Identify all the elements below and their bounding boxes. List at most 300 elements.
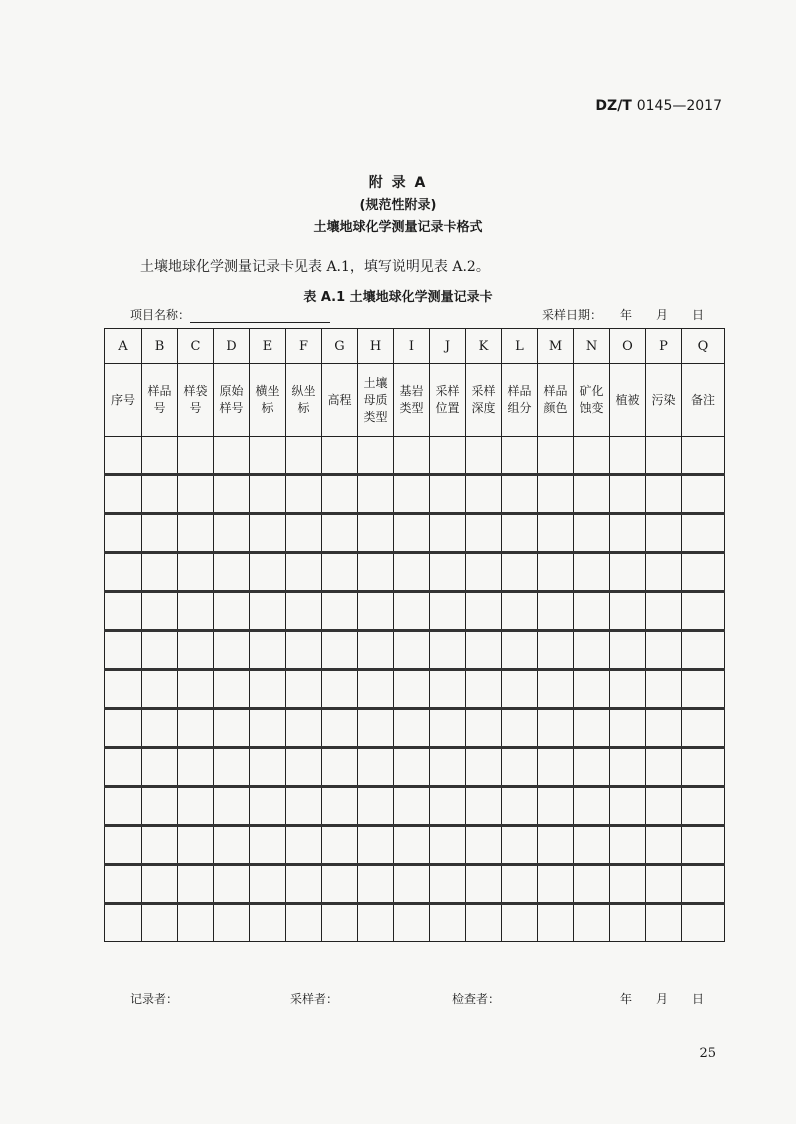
column-name-line: 高程	[327, 392, 352, 407]
blank-cell	[322, 514, 358, 553]
blank-cell	[574, 592, 610, 631]
column-name-a	[105, 364, 142, 437]
blank-cell	[682, 748, 725, 787]
blank-cell	[250, 709, 286, 748]
blank-cell	[105, 437, 142, 475]
appendix-subtitle: (规范性附录)	[359, 198, 437, 213]
column-name-line: 类型	[363, 409, 388, 424]
blank-cell	[502, 631, 538, 670]
blank-cell	[574, 553, 610, 592]
blank-cell	[610, 553, 646, 592]
column-letter-f: F	[286, 329, 322, 364]
blank-cell	[646, 553, 682, 592]
column-name-line: 样品	[147, 384, 172, 398]
blank-cell	[610, 592, 646, 631]
column-name-line: 基岩	[399, 384, 424, 398]
blank-cell	[430, 904, 466, 942]
table-row	[105, 865, 725, 904]
blank-cell	[538, 826, 574, 865]
blank-cell	[105, 709, 142, 748]
column-letter-c: C	[178, 329, 214, 364]
table-row	[105, 826, 725, 865]
blank-cell	[430, 514, 466, 553]
blank-cell	[286, 592, 322, 631]
blank-cell	[142, 631, 178, 670]
blank-cell	[105, 592, 142, 631]
blank-cell	[394, 826, 430, 865]
column-name-p	[646, 364, 682, 437]
blank-cell	[682, 553, 725, 592]
blank-cell	[430, 865, 466, 904]
column-name-row	[105, 364, 725, 437]
column-name-line: 序号	[110, 392, 135, 407]
blank-cell	[682, 826, 725, 865]
blank-cell	[142, 514, 178, 553]
blank-cell	[178, 553, 214, 592]
blank-cell	[574, 670, 610, 709]
blank-cell	[322, 592, 358, 631]
blank-cell	[322, 787, 358, 826]
column-name-line: 备注	[690, 392, 715, 407]
blank-cell	[502, 514, 538, 553]
blank-cell	[250, 904, 286, 942]
column-name-line: 蚀变	[579, 401, 604, 415]
sampling-date-label: 采样日期：	[542, 308, 603, 322]
blank-cell	[430, 826, 466, 865]
blank-cell	[142, 709, 178, 748]
column-letter-n: N	[574, 329, 610, 364]
blank-cell	[250, 631, 286, 670]
blank-cell	[430, 475, 466, 514]
blank-cell	[574, 709, 610, 748]
blank-cell	[610, 865, 646, 904]
blank-cell	[358, 631, 394, 670]
column-name-line: 样袋	[183, 384, 208, 398]
column-letter-h: H	[358, 329, 394, 364]
blank-cell	[646, 904, 682, 942]
appendix-title: 附 录 A	[368, 175, 428, 191]
page-number: 25	[699, 1046, 716, 1061]
doc-id-prefix: DZ/T	[595, 98, 632, 114]
blank-cell	[538, 748, 574, 787]
blank-cell	[682, 592, 725, 631]
blank-cell	[610, 631, 646, 670]
blank-cell	[646, 592, 682, 631]
blank-cell	[178, 592, 214, 631]
blank-cell	[682, 670, 725, 709]
blank-cell	[286, 709, 322, 748]
column-letter-o: O	[610, 329, 646, 364]
blank-cell	[358, 553, 394, 592]
blank-cell	[610, 437, 646, 475]
blank-cell	[322, 865, 358, 904]
blank-cell	[502, 670, 538, 709]
column-name-line: 采样	[471, 384, 496, 398]
date-day: 日	[692, 308, 705, 322]
blank-cell	[322, 553, 358, 592]
table-row	[105, 631, 725, 670]
blank-cell	[286, 631, 322, 670]
blank-cell	[358, 670, 394, 709]
column-letter-g: G	[322, 329, 358, 364]
blank-cell	[214, 670, 250, 709]
blank-cell	[466, 865, 502, 904]
blank-cell	[574, 514, 610, 553]
table-row	[105, 514, 725, 553]
blank-cell	[250, 787, 286, 826]
blank-cell	[646, 709, 682, 748]
blank-cell	[682, 787, 725, 826]
blank-cell	[105, 826, 142, 865]
blank-cell	[430, 670, 466, 709]
blank-cell	[105, 865, 142, 904]
blank-cell	[682, 709, 725, 748]
blank-cell	[574, 437, 610, 475]
blank-cell	[250, 514, 286, 553]
blank-cell	[466, 826, 502, 865]
blank-cell	[286, 787, 322, 826]
column-name-o	[610, 364, 646, 437]
column-letter-k: K	[466, 329, 502, 364]
blank-cell	[466, 787, 502, 826]
blank-cell	[142, 826, 178, 865]
blank-cell	[502, 437, 538, 475]
column-letter-row	[105, 329, 725, 364]
blank-cell	[502, 904, 538, 942]
column-name-line: 位置	[435, 401, 460, 415]
blank-cell	[394, 748, 430, 787]
blank-cell	[322, 670, 358, 709]
column-name-line: 号	[153, 401, 166, 415]
blank-cell	[322, 904, 358, 942]
blank-cell	[466, 904, 502, 942]
blank-cell	[250, 437, 286, 475]
column-name-line: 样号	[219, 401, 244, 415]
blank-cell	[178, 826, 214, 865]
blank-cell	[322, 748, 358, 787]
blank-cell	[646, 865, 682, 904]
table-row	[105, 748, 725, 787]
project-name-field	[130, 306, 330, 323]
column-letter-j: J	[430, 329, 466, 364]
blank-cell	[250, 670, 286, 709]
blank-cell	[610, 514, 646, 553]
blank-cell	[538, 514, 574, 553]
column-name-line: 样品	[543, 384, 568, 398]
blank-cell	[502, 787, 538, 826]
blank-cell	[466, 670, 502, 709]
blank-cell	[178, 670, 214, 709]
column-name-b	[142, 364, 178, 437]
footer-year: 年	[620, 992, 633, 1006]
blank-cell	[646, 514, 682, 553]
blank-cell	[394, 514, 430, 553]
blank-cell	[142, 787, 178, 826]
blank-cell	[682, 514, 725, 553]
blank-cell	[538, 631, 574, 670]
column-name-line: 采样	[435, 384, 460, 398]
document-id	[595, 98, 722, 114]
blank-cell	[502, 709, 538, 748]
blank-cell	[214, 475, 250, 514]
blank-cell	[358, 514, 394, 553]
project-name-blank	[190, 310, 330, 323]
blank-cell	[178, 631, 214, 670]
blank-cell	[142, 904, 178, 942]
blank-cell	[574, 748, 610, 787]
blank-cell	[646, 748, 682, 787]
doc-id-number: 0145—2017	[636, 98, 722, 114]
column-name-f	[286, 364, 322, 437]
recorder-label: 记录者：	[130, 992, 179, 1006]
blank-cell	[394, 475, 430, 514]
blank-cell	[214, 709, 250, 748]
blank-cell	[178, 748, 214, 787]
blank-cell	[502, 865, 538, 904]
blank-cell	[610, 475, 646, 514]
column-name-g	[322, 364, 358, 437]
blank-cell	[214, 553, 250, 592]
blank-cell	[358, 865, 394, 904]
date-month: 月	[656, 308, 669, 322]
blank-cell	[574, 475, 610, 514]
column-name-line: 标	[261, 401, 274, 415]
blank-cell	[358, 437, 394, 475]
blank-cell	[502, 475, 538, 514]
blank-cell	[646, 787, 682, 826]
blank-cell	[538, 437, 574, 475]
blank-cell	[682, 437, 725, 475]
blank-cell	[394, 631, 430, 670]
column-letter-e: E	[250, 329, 286, 364]
blank-cell	[358, 709, 394, 748]
column-name-line: 矿化	[579, 384, 604, 398]
blank-cell	[105, 631, 142, 670]
blank-cell	[502, 592, 538, 631]
column-name-line: 深度	[471, 401, 496, 415]
blank-cell	[322, 709, 358, 748]
blank-cell	[538, 787, 574, 826]
intro-text: 土壤地球化学测量记录卡见表 A.1，填写说明见表 A.2。	[140, 259, 490, 275]
blank-cell	[286, 514, 322, 553]
blank-cell	[646, 475, 682, 514]
blank-cell	[430, 592, 466, 631]
blank-cell	[105, 787, 142, 826]
blank-cell	[610, 709, 646, 748]
blank-cell	[214, 904, 250, 942]
blank-cell	[394, 865, 430, 904]
column-letter-i: I	[394, 329, 430, 364]
blank-cell	[574, 631, 610, 670]
blank-cell	[105, 553, 142, 592]
column-name-line: 号	[189, 401, 202, 415]
blank-cell	[646, 437, 682, 475]
blank-cell	[178, 787, 214, 826]
blank-cell	[574, 787, 610, 826]
column-letter-m: M	[538, 329, 574, 364]
table-caption: 表 A.1 土壤地球化学测量记录卡	[303, 290, 493, 305]
blank-cell	[358, 748, 394, 787]
blank-cell	[322, 475, 358, 514]
blank-cell	[178, 437, 214, 475]
blank-cell	[394, 437, 430, 475]
blank-cell	[502, 826, 538, 865]
footer-month: 月	[656, 992, 669, 1006]
blank-cell	[466, 553, 502, 592]
blank-cell	[466, 748, 502, 787]
table-row	[105, 787, 725, 826]
footer-day: 日	[692, 992, 705, 1006]
blank-cell	[178, 709, 214, 748]
blank-cell	[682, 475, 725, 514]
blank-cell	[358, 592, 394, 631]
blank-cell	[322, 631, 358, 670]
column-name-line: 组分	[507, 401, 532, 415]
blank-cell	[394, 592, 430, 631]
blank-cell	[142, 748, 178, 787]
blank-cell	[358, 475, 394, 514]
column-letter-b: B	[142, 329, 178, 364]
column-name-c	[178, 364, 214, 437]
blank-cell	[142, 670, 178, 709]
blank-cell	[214, 865, 250, 904]
column-name-n	[574, 364, 610, 437]
blank-cell	[105, 670, 142, 709]
table-row	[105, 553, 725, 592]
blank-cell	[682, 904, 725, 942]
blank-cell	[286, 437, 322, 475]
blank-cell	[466, 514, 502, 553]
blank-cell	[214, 787, 250, 826]
blank-cell	[430, 437, 466, 475]
column-letter-a: A	[105, 329, 142, 364]
sampler-label: 采样者：	[290, 992, 339, 1006]
blank-cell	[430, 631, 466, 670]
blank-cell	[394, 670, 430, 709]
table-row	[105, 670, 725, 709]
blank-cell	[610, 748, 646, 787]
blank-cell	[610, 670, 646, 709]
column-letter-d: D	[214, 329, 250, 364]
blank-cell	[105, 475, 142, 514]
column-name-m	[538, 364, 574, 437]
blank-cell	[214, 826, 250, 865]
column-letter-q: Q	[682, 329, 725, 364]
blank-cell	[105, 904, 142, 942]
column-letter-p: P	[646, 329, 682, 364]
blank-cell	[178, 514, 214, 553]
column-name-j	[430, 364, 466, 437]
blank-cell	[105, 514, 142, 553]
blank-cell	[286, 865, 322, 904]
blank-cell	[574, 826, 610, 865]
column-name-h	[358, 364, 394, 437]
blank-cell	[502, 748, 538, 787]
blank-cell	[646, 631, 682, 670]
blank-cell	[430, 787, 466, 826]
checker-label: 检查者：	[452, 992, 501, 1006]
blank-cell	[538, 475, 574, 514]
blank-cell	[250, 865, 286, 904]
blank-cell	[538, 670, 574, 709]
blank-cell	[682, 631, 725, 670]
blank-cell	[250, 475, 286, 514]
blank-cell	[394, 709, 430, 748]
column-name-i	[394, 364, 430, 437]
column-name-line: 植被	[615, 392, 640, 407]
column-name-line: 颜色	[543, 401, 568, 415]
date-year: 年	[620, 308, 633, 322]
blank-cell	[142, 865, 178, 904]
blank-cell	[610, 787, 646, 826]
table-row	[105, 437, 725, 475]
blank-cell	[358, 826, 394, 865]
column-name-l	[502, 364, 538, 437]
blank-cell	[574, 904, 610, 942]
record-card-table	[104, 328, 725, 942]
blank-cell	[142, 475, 178, 514]
column-name-k	[466, 364, 502, 437]
blank-cell	[358, 787, 394, 826]
blank-cell	[178, 904, 214, 942]
table-row	[105, 904, 725, 942]
blank-cell	[358, 904, 394, 942]
column-name-q	[682, 364, 725, 437]
blank-cell	[430, 553, 466, 592]
blank-cell	[214, 437, 250, 475]
blank-cell	[538, 592, 574, 631]
blank-cell	[466, 709, 502, 748]
column-name-d	[214, 364, 250, 437]
table-row	[105, 592, 725, 631]
blank-cell	[574, 865, 610, 904]
table-row	[105, 475, 725, 514]
blank-cell	[250, 826, 286, 865]
blank-cell	[286, 475, 322, 514]
blank-cell	[214, 592, 250, 631]
column-name-line: 类型	[399, 401, 424, 415]
blank-cell	[466, 437, 502, 475]
blank-cell	[538, 709, 574, 748]
blank-cell	[646, 826, 682, 865]
blank-cell	[466, 592, 502, 631]
column-letter-l: L	[502, 329, 538, 364]
blank-cell	[394, 904, 430, 942]
column-name-line: 污染	[651, 392, 676, 407]
blank-cell	[214, 748, 250, 787]
blank-cell	[394, 787, 430, 826]
blank-cell	[430, 748, 466, 787]
blank-cell	[286, 670, 322, 709]
blank-cell	[322, 437, 358, 475]
blank-cell	[286, 553, 322, 592]
column-name-e	[250, 364, 286, 437]
blank-cell	[286, 826, 322, 865]
column-name-line: 标	[297, 401, 310, 415]
blank-cell	[286, 748, 322, 787]
blank-cell	[214, 631, 250, 670]
blank-cell	[394, 553, 430, 592]
blank-cell	[538, 553, 574, 592]
blank-cell	[105, 748, 142, 787]
blank-cell	[250, 553, 286, 592]
column-name-line: 土壤	[363, 375, 388, 390]
blank-cell	[250, 748, 286, 787]
table-row	[105, 709, 725, 748]
blank-cell	[286, 904, 322, 942]
blank-cell	[502, 553, 538, 592]
blank-cell	[646, 670, 682, 709]
